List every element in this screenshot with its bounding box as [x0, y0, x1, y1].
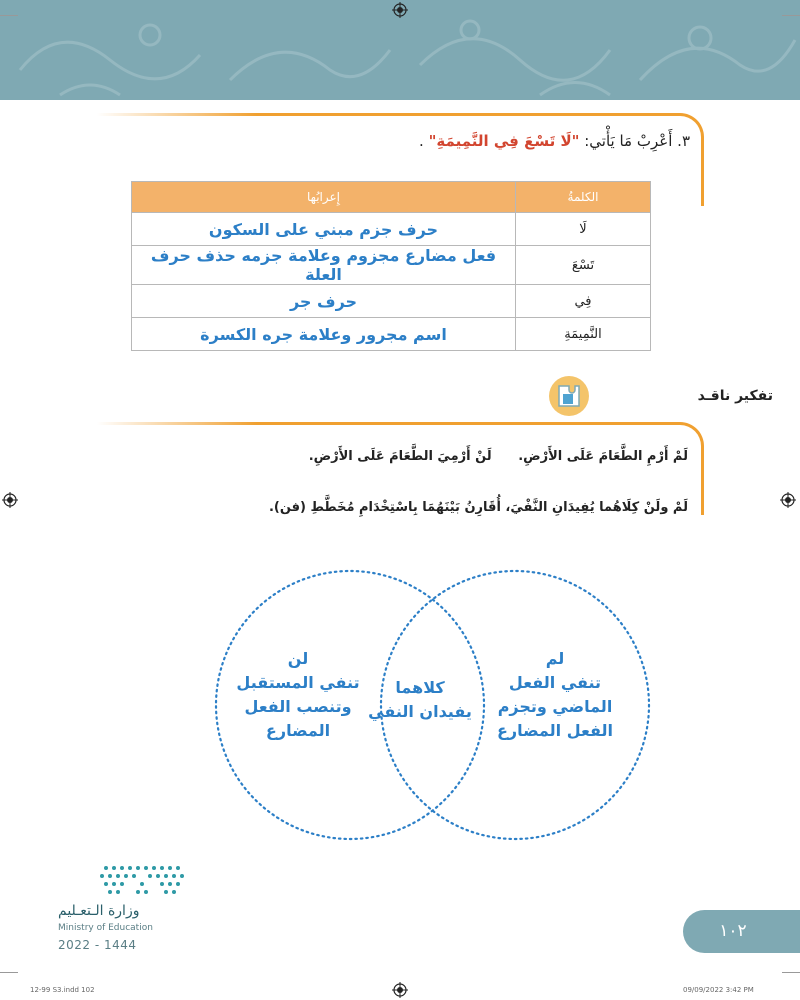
- page-number: ١٠٢: [719, 921, 747, 941]
- example-sentences: [309, 449, 688, 464]
- sentence-lam: لَمْ أَرْمِ الطَّعَامَ عَلَى الأَرْضِ.: [518, 449, 688, 464]
- venn-line: الفعل المضارع: [496, 721, 614, 740]
- word-cell: لَا: [516, 213, 651, 246]
- table-row: [132, 213, 651, 246]
- sentence-lan: لَنْ أَرْمِيَ الطَّعَامَ عَلَى الأَرْضِ.: [308, 449, 492, 464]
- question-end: .: [419, 132, 424, 150]
- table-row: [132, 285, 651, 318]
- venn-line: وتنصب الفعل: [244, 697, 352, 716]
- question-quote: "لَا تَسْعَ فِي النَّمِيمَةِ": [428, 132, 580, 150]
- word-cell: النَّمِيمَةِ: [516, 318, 651, 351]
- ministry-logo-icon: [98, 862, 188, 898]
- header-word: الكلمةُ: [516, 182, 651, 213]
- irab-cell: حرف جزم مبني على السكون: [132, 213, 516, 246]
- crop-mark: [782, 15, 800, 16]
- word-cell: فِي: [516, 285, 651, 318]
- venn-lan-text: [228, 647, 368, 743]
- venn-line: لن: [287, 649, 309, 668]
- ministry-name-en: Ministry of Education: [58, 923, 153, 933]
- crop-mark: [782, 972, 800, 973]
- word-cell: تَسْعَ: [516, 246, 651, 285]
- venn-line: المضارع: [265, 721, 331, 740]
- venn-line: لم: [545, 649, 565, 668]
- irab-cell: اسم مجرور وعلامة جره الكسرة: [132, 318, 516, 351]
- crop-mark: [0, 15, 18, 16]
- irab-cell: حرف جر: [132, 285, 516, 318]
- irab-cell: فعل مضارع مجزوم وعلامة جزمه حذف حرف العلة: [132, 246, 516, 285]
- print-footer-right: 09/09/2022 3:42 PM: [683, 986, 754, 994]
- question-prompt: أَعْرِبْ مَا يَأْتي:: [584, 132, 673, 150]
- registration-mark-icon: [392, 2, 408, 18]
- crop-mark: [0, 972, 18, 973]
- critical-thinking-label: تفكير ناقـد: [697, 388, 773, 404]
- puzzle-icon: [545, 374, 593, 418]
- registration-mark-icon: [392, 982, 408, 998]
- venn-line: الماضي وتجزم: [497, 697, 613, 716]
- venn-line: تنفي المستقبل: [236, 673, 360, 692]
- venn-line: يفيدان النفي: [368, 702, 472, 721]
- print-footer-left: 12-99 S3.indd 102: [30, 986, 95, 994]
- registration-mark-icon: [2, 492, 18, 508]
- registration-mark-icon: [780, 492, 796, 508]
- question-3: [419, 132, 690, 150]
- venn-line: كلاهما: [395, 678, 445, 697]
- irab-table: [131, 181, 651, 351]
- ministry-year: 2022 - 1444: [58, 938, 137, 952]
- venn-lam-text: [490, 647, 620, 743]
- instruction-text: لَمْ ولَنْ كِلَاهُما يُفِيدَانِ النَّفْيَ، أُقَارِنُ بَيْنَهُمَا بِاسْتِخْدَامِ مُخَطَّطِ (فن).: [268, 500, 688, 515]
- table-row: [132, 318, 651, 351]
- table-header-row: [132, 182, 651, 213]
- venn-line: تنفي الفعل: [508, 673, 602, 692]
- header-irab: إِعرابُها: [132, 182, 516, 213]
- ministry-name-ar: وزارة الـتعـليم: [58, 903, 140, 919]
- question-number: ٣.: [677, 132, 690, 150]
- table-row: [132, 246, 651, 285]
- venn-both-text: [355, 676, 485, 724]
